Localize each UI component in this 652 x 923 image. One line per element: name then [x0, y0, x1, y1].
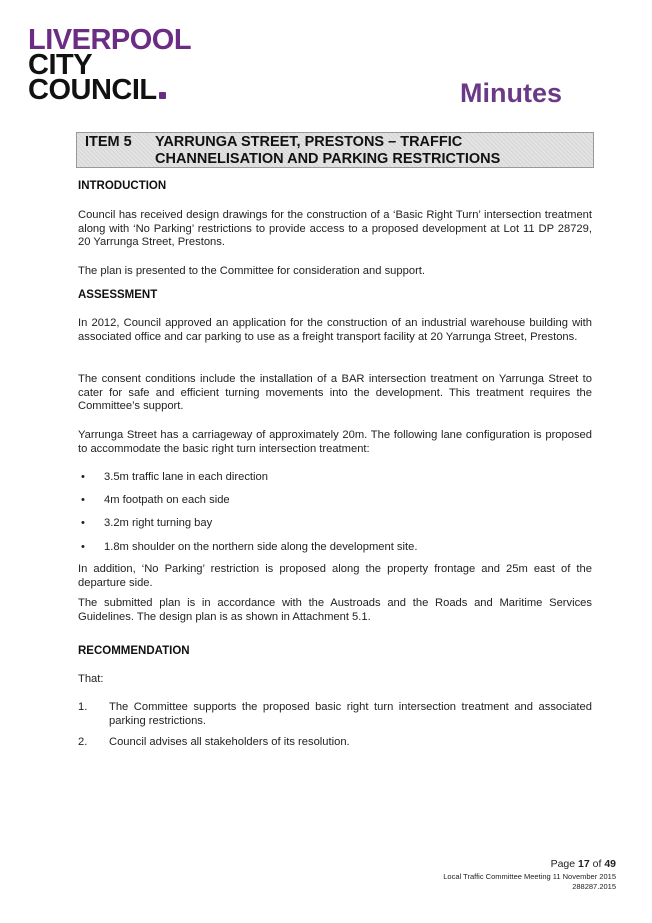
- recommendation-item-text: The Committee supports the proposed basic right turn intersection treatment and associated parking restrictions.: [109, 701, 592, 727]
- introduction-paragraph: The plan is presented to the Committee for consideration and support.: [78, 265, 426, 277]
- document-reference: 288287.2015: [572, 882, 616, 891]
- assessment-paragraph: In 2012, Council approved an application for the construction of an industrial warehouse building with associated office and car parking to use as a freight transport facility at 20 Yarrunga Street, Prestons.: [78, 317, 592, 343]
- list-item-text: 3.2m right turning bay: [104, 517, 213, 529]
- introduction-heading: INTRODUCTION: [78, 180, 167, 192]
- page-total: 49: [604, 858, 616, 870]
- logo-dot-icon: [159, 92, 166, 99]
- bullet-icon: •: [81, 541, 85, 553]
- assessment-paragraph: The consent conditions include the installation of a BAR intersection treatment on Yarrunga Street to cater for safe and efficient turning movements into the development. This treatment requires the Committee’s support.: [78, 373, 592, 413]
- assessment-paragraph: In addition, ‘No Parking’ restriction is proposed along the property frontage and 25m east of the departure side.: [78, 563, 592, 589]
- page-current: 17: [578, 858, 590, 870]
- bullet-icon: •: [81, 471, 85, 483]
- bullet-icon: •: [81, 517, 85, 529]
- page-of-label: of: [592, 858, 602, 870]
- assessment-paragraph: The submitted plan is in accordance with the Austroads and the Roads and Maritime Services Guidelines. The design plan is as shown in Attachment 5.1.: [78, 597, 592, 623]
- list-item-text: 3.5m traffic lane in each direction: [104, 471, 268, 483]
- document-type-title: Minutes: [459, 78, 562, 108]
- liverpool-city-council-logo: [28, 24, 192, 106]
- bullet-icon: •: [81, 494, 85, 506]
- list-item-text: 1.8m shoulder on the northern side along the development site.: [104, 541, 418, 553]
- list-item-text: 4m footpath on each side: [104, 494, 230, 506]
- item-title: YARRUNGA STREET, PRESTONS – TRAFFIC CHANNELISATION AND PARKING RESTRICTIONS: [155, 134, 501, 167]
- logo-line-council-text: COUNCIL: [28, 74, 157, 106]
- recommendation-item-number: 2.: [78, 736, 88, 748]
- assessment-paragraph: Yarrunga Street has a carriageway of approximately 20m. The following lane configuration is proposed to accommodate the basic right turn intersection treatment:: [78, 429, 592, 455]
- item-title-box: [76, 132, 594, 168]
- logo-line-city: CITY: [28, 49, 93, 81]
- page-number: [551, 858, 616, 870]
- item-number: ITEM 5: [85, 134, 132, 150]
- assessment-heading: ASSESSMENT: [78, 289, 158, 301]
- logo-line-council: [28, 74, 191, 106]
- recommendation-intro: That:: [78, 673, 104, 685]
- meeting-footer: Local Traffic Committee Meeting 11 November 2015: [443, 872, 616, 881]
- logo-line-liverpool: LIVERPOOL: [28, 24, 192, 56]
- introduction-paragraph: Council has received design drawings for the construction of a ‘Basic Right Turn’ intersection treatment along with ‘No Parking’ restrictions to provide access to a proposed development at Lot 11 DP 28729, 20 Yarrunga Street, Prestons.: [78, 209, 592, 249]
- page-label: Page: [550, 858, 576, 870]
- recommendation-item-number: 1.: [78, 701, 88, 713]
- recommendation-heading: RECOMMENDATION: [78, 645, 190, 657]
- recommendation-item-text: Council advises all stakeholders of its resolution.: [109, 736, 350, 748]
